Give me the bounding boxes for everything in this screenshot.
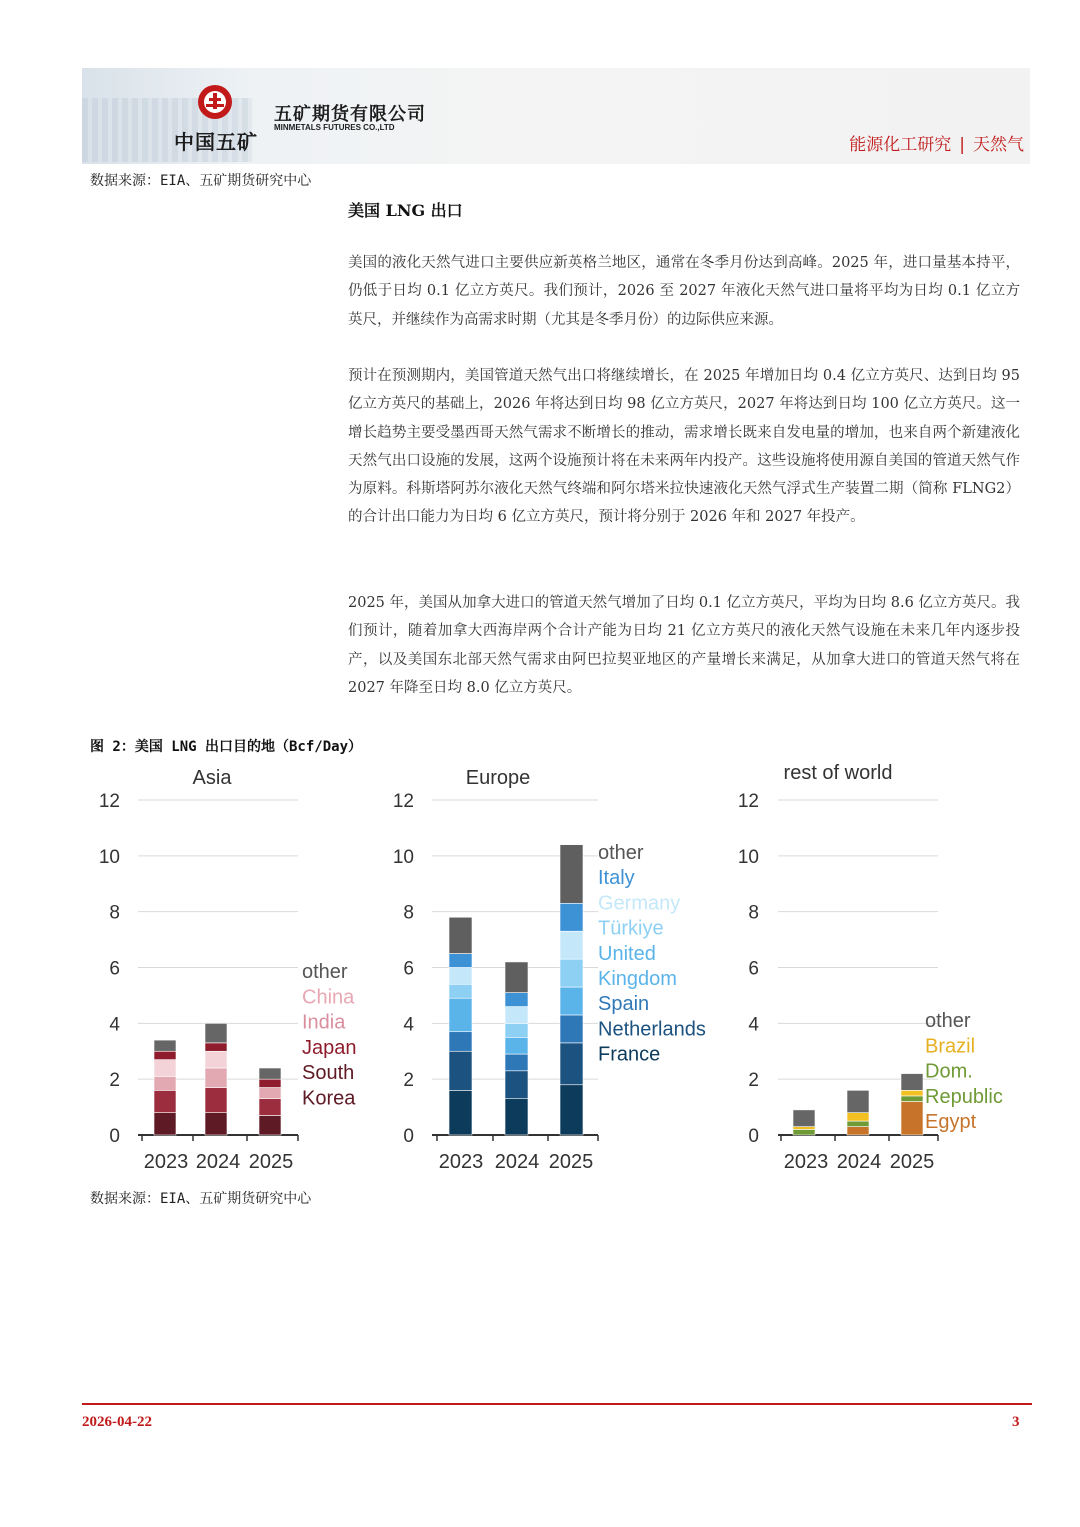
y-tick-label: 4: [403, 1014, 414, 1036]
paragraph-3: 2025 年，美国从加拿大进口的管道天然气增加了日均 0.1 亿立方英尺，平均为日均 8.6 亿立方英尺。我们预计，随着加拿大西海岸两个合计产能为日均 21 亿立方英尺的液化天然气设施在未来几年内逐步投产，以及美国东北部天然气需求由阿巴拉契亚地区的产量增长来满足，从加拿大进口的管道天然气将在 2027 年降至日均 8.0 亿立方英尺。: [348, 595, 1020, 696]
bar-segment: [154, 1040, 176, 1051]
bar-segment: [205, 1068, 227, 1088]
bar-segment: [505, 1071, 528, 1099]
page-header: [82, 68, 1030, 164]
bar-segment: [154, 1090, 176, 1112]
chart-title: Europe: [465, 767, 531, 789]
bar-segment: [793, 1129, 815, 1135]
bar-segment: [560, 845, 583, 904]
bar-segment: [449, 1090, 472, 1135]
x-tick-label: 2025: [889, 1151, 935, 1173]
company-name-cn: 五矿期货有限公司: [274, 104, 426, 125]
y-tick-label: 4: [748, 1014, 759, 1036]
y-tick-label: 8: [748, 902, 759, 924]
legend-label: other: [925, 1010, 971, 1032]
x-tick-label: 2024: [494, 1151, 540, 1173]
y-tick-label: 6: [403, 958, 414, 980]
company-name-en: MINMETALS FUTURES CO.,LTD: [274, 123, 395, 132]
x-tick-label: 2023: [143, 1151, 189, 1173]
bar-segment: [793, 1127, 815, 1130]
bar-segment: [847, 1090, 869, 1112]
legend-label: Egypt: [925, 1111, 977, 1134]
legend-label: Spain: [598, 993, 650, 1016]
y-tick-label: 8: [403, 902, 414, 924]
bar-segment: [560, 1015, 583, 1043]
page-number: 3: [1012, 1414, 1020, 1430]
legend-label: China: [302, 986, 355, 1009]
chart-title: Asia: [192, 767, 232, 789]
bar-segment: [901, 1090, 923, 1096]
x-tick-label: 2024: [195, 1151, 241, 1173]
legend-label: Dom.: [925, 1060, 973, 1083]
x-tick-label: 2025: [248, 1151, 294, 1173]
bar-segment: [259, 1079, 281, 1087]
bar-segment: [449, 1032, 472, 1052]
figure-title: 图 2：美国 LNG 出口目的地（Bcf/Day）: [90, 739, 363, 755]
y-tick-label: 12: [98, 791, 120, 812]
x-tick-label: 2023: [783, 1151, 829, 1173]
legend-label: Italy: [598, 867, 635, 890]
report-category: 能源化工研究: [849, 135, 952, 155]
paragraph-2: 预计在预测期内，美国管道天然气出口将继续增长，在 2025 年增加日均 0.4 亿立方英尺、达到日均 95 亿立方英尺的基础上，2026 年将达到日均 98 亿立方英尺，2027 年将达到日均 100 亿立方英尺。这一增长趋势主要受墨西哥天然气需求不断增长的推动，需求增长既来自发电量的增加，也来自两个新建液化天然气出口设施的发展，这两个设施预计将在未来两年内投产。这些设施将使用源自美国的管道天然气作为原料。科斯塔阿苏尔液化天然气终端和阿尔塔米拉快速液化天然气浮式生产装置二期（简称 FLNG2）的合计出口能力为日均 6 亿立方英尺，预计将分别于 2026 年和 2027 年投产。: [348, 368, 1020, 526]
y-tick-label: 10: [98, 846, 120, 868]
report-tag: [849, 130, 1024, 155]
y-tick-label: 6: [109, 958, 120, 980]
legend-label: other: [598, 842, 644, 864]
legend-label: Netherlands: [598, 1018, 706, 1041]
y-tick-label: 2: [748, 1070, 759, 1092]
footer-rule: [82, 1403, 1032, 1405]
bar-segment: [505, 1007, 528, 1024]
bar-segment: [259, 1068, 281, 1079]
bar-segment: [901, 1102, 923, 1136]
y-tick-label: 2: [109, 1070, 120, 1092]
bar-segment: [505, 1099, 528, 1135]
legend-label: Germany: [598, 892, 681, 915]
bar-segment: [793, 1110, 815, 1127]
minmetals-logo-icon: [197, 84, 233, 120]
legend-label: India: [302, 1011, 346, 1034]
bar-segment: [259, 1088, 281, 1099]
bar-segment: [154, 1051, 176, 1059]
bar-segment: [505, 993, 528, 1007]
y-tick-label: 0: [748, 1126, 759, 1147]
legend-label: Japan: [302, 1036, 357, 1059]
y-tick-label: 12: [392, 791, 414, 812]
report-topic: 天然气: [973, 135, 1024, 155]
y-tick-label: 0: [109, 1126, 120, 1147]
bar-segment: [154, 1076, 176, 1090]
paragraph-1: 美国的液化天然气进口主要供应新英格兰地区，通常在冬季月份达到高峰。2025 年，进口量基本持平，仍低于日均 0.1 亿立方英尺。我们预计，2026 至 2027 年液化天然气进口量将平均为日均 0.1 亿立方英尺，并继续作为高需求时期（尤其是冬季月份）的边际供应来源。: [348, 255, 1020, 328]
legend-label: Türkiye: [598, 917, 664, 940]
bar-segment: [901, 1096, 923, 1102]
bar-segment: [205, 1043, 227, 1051]
legend-label: Republic: [925, 1085, 1003, 1108]
bar-segment: [205, 1051, 227, 1068]
bar-segment: [560, 1085, 583, 1135]
bar-segment: [449, 998, 472, 1031]
source-note-bottom: 数据来源：EIA、五矿期货研究中心: [90, 1191, 312, 1207]
bar-segment: [560, 987, 583, 1015]
legend-label: South: [302, 1062, 355, 1085]
legend-label: other: [302, 961, 348, 983]
bar-segment: [154, 1113, 176, 1135]
legend-label: France: [598, 1043, 661, 1066]
bar-segment: [449, 917, 472, 953]
bar-segment: [847, 1121, 869, 1127]
bar-segment: [205, 1088, 227, 1113]
chart-title: rest of world: [783, 762, 893, 784]
bar-segment: [154, 1060, 176, 1077]
y-tick-label: 6: [748, 958, 759, 980]
bar-segment: [449, 968, 472, 985]
x-tick-label: 2023: [438, 1151, 484, 1173]
bar-segment: [449, 954, 472, 968]
y-tick-label: 2: [403, 1070, 414, 1092]
logo-text: 中国五矿: [174, 130, 258, 154]
bar-segment: [505, 1037, 528, 1054]
bar-segment: [259, 1099, 281, 1116]
bar-segment: [449, 1051, 472, 1090]
y-tick-label: 4: [109, 1014, 120, 1036]
y-tick-label: 12: [737, 791, 759, 812]
y-tick-label: 10: [737, 846, 759, 868]
legend-label: Brazil: [925, 1035, 976, 1058]
legend-label: Korea: [302, 1087, 356, 1110]
y-tick-label: 0: [403, 1126, 414, 1147]
bar-segment: [505, 962, 528, 993]
bar-segment: [560, 1043, 583, 1085]
y-tick-label: 8: [109, 902, 120, 924]
bar-segment: [205, 1023, 227, 1043]
bar-segment: [259, 1115, 281, 1135]
bar-segment: [505, 1023, 528, 1037]
bar-segment: [560, 959, 583, 987]
x-tick-label: 2024: [836, 1151, 882, 1173]
section-title: 美国 LNG 出口: [348, 201, 463, 220]
bar-segment: [847, 1127, 869, 1135]
bar-segment: [449, 984, 472, 998]
bar-segment: [560, 931, 583, 959]
bar-segment: [560, 903, 583, 931]
bar-segment: [901, 1074, 923, 1091]
x-tick-label: 2025: [548, 1151, 594, 1173]
y-tick-label: 10: [392, 846, 414, 868]
bar-segment: [205, 1113, 227, 1135]
bar-segment: [505, 1054, 528, 1071]
bar-segment: [847, 1113, 869, 1121]
legend-label: Kingdom: [598, 968, 677, 990]
source-note-top: 数据来源：EIA、五矿期货研究中心: [90, 173, 312, 189]
report-separator: |: [959, 135, 965, 155]
footer-date: 2026-04-22: [82, 1414, 152, 1430]
legend-label: United: [598, 942, 656, 965]
